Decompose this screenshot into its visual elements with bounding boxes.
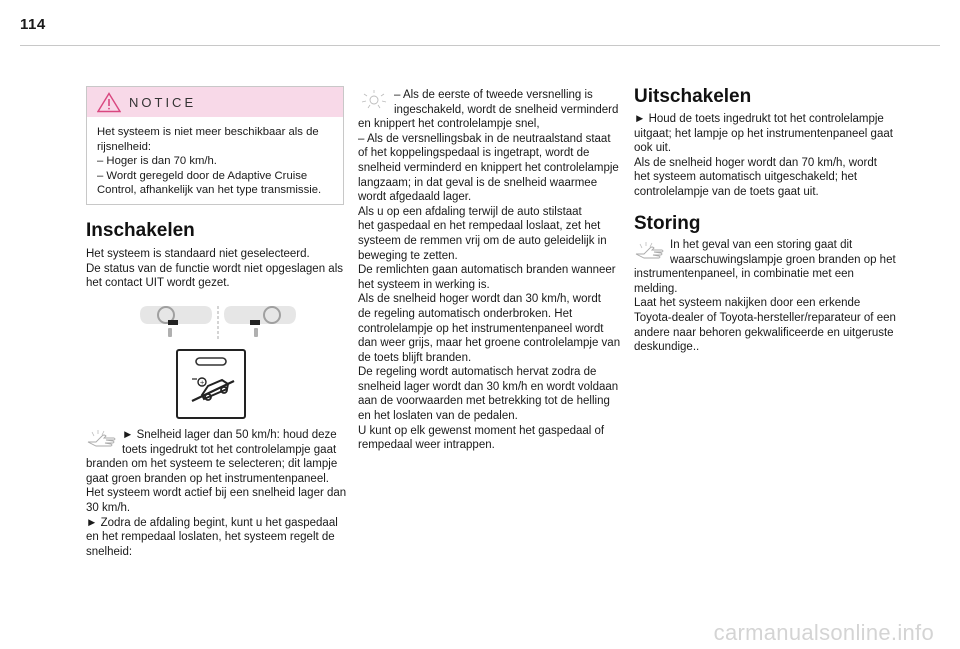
text-line: Als u op een afdaling terwijl de auto stilstaat: [358, 205, 582, 218]
text-line: het contact UIT wordt gezet.: [86, 277, 230, 290]
text-line: deskundige..: [634, 341, 700, 354]
text-line: branden om het systeem te selecteren; dit lampje: [86, 458, 338, 471]
text-line: In het geval van een storing gaat dit: [670, 239, 853, 251]
warning-triangle-icon: [97, 92, 121, 113]
page-number: 114: [20, 16, 46, 33]
notice-line: – Wordt geregeld door de Adaptive Cruise: [97, 169, 308, 182]
text-line: Laat het systeem nakijken door een erkende: [634, 297, 861, 310]
text-line: rempedaal weer intrappen.: [358, 439, 495, 452]
text-line: De regeling wordt automatisch hervat zodra de: [358, 366, 597, 379]
text-line: ook uit.: [634, 142, 672, 155]
text-line: systeem de remmen vrij om de auto geleidelijk in: [358, 234, 607, 247]
text-line: ingeschakeld, wordt de snelheid verminderd: [394, 103, 619, 116]
header-divider: [20, 45, 940, 46]
text-line: uitgaat; het lampje op het instrumentenpaneel gaat: [634, 127, 893, 140]
text-line: toets ingedrukt tot het controlelampje gaat: [122, 443, 337, 456]
hill-descent-button-illustration: [176, 349, 246, 419]
text-line: Als de snelheid hoger wordt dan 70 km/h, wordt: [634, 156, 877, 169]
text-line: de toets blijft branden.: [358, 351, 472, 364]
text-line: het systeem automatisch uitgeschakeld; het: [634, 171, 858, 184]
notice-line: Het systeem is niet meer beschikbaar als de: [97, 126, 319, 138]
text-line: en het rempedaal loslaten, het systeem regelt de: [86, 531, 335, 544]
text-line: het gaspedaal en het rempedaal loslaat, zet het: [358, 220, 601, 233]
notice-line: – Hoger is dan 70 km/h.: [97, 155, 217, 168]
watermark: carmanualsonline.info: [713, 620, 934, 645]
notice-body: [87, 117, 343, 198]
text-line: ► Houd de toets ingedrukt tot het controlelampje: [634, 113, 884, 125]
text-line: gaat groen branden op het instrumentenpaneel.: [86, 472, 329, 485]
text-line: en knippert het controlelampje snel,: [358, 118, 540, 131]
notice-box: [86, 86, 344, 205]
text-line: Het systeem wordt actief bij een snelheid lager dan: [86, 487, 347, 500]
text-line: ► Snelheid lager dan 50 km/h: houd deze: [122, 429, 337, 441]
heading-inschakelen: Inschakelen: [86, 220, 195, 241]
text-line: wordt afgedaald lager.: [358, 191, 472, 204]
text-line: het systeem in werking is.: [358, 278, 490, 291]
text-line: snelheid:: [86, 545, 133, 558]
text-line: en het loslaten van de pedalen.: [358, 410, 518, 423]
text-line: waarschuwingslampje groen branden op het: [670, 253, 896, 266]
hill-descent-icon: [178, 351, 244, 417]
text-line: snelheid lager wordt dan 30 km/h en wordt voldaan: [358, 380, 619, 393]
text-line: aan de voorwaarden met betrekking tot de helling: [358, 395, 610, 408]
text-line: U kunt op elk gewenst moment het gaspedaal of: [358, 424, 605, 437]
text-line: Als de snelheid hoger wordt dan 30 km/h, wordt: [358, 293, 601, 306]
text-line: of het koppelingspedaal is ingetrapt, wordt de: [358, 147, 590, 160]
text-line: De remlichten gaan automatisch branden wanneer: [358, 264, 616, 277]
notice-title: NOTICE: [129, 95, 197, 110]
text-line: de regeling automatisch onderbroken. Het: [358, 307, 573, 320]
heading-uitschakelen: Uitschakelen: [634, 86, 752, 107]
text-line: snelheid verminderd en knippert het controlelampje: [358, 161, 619, 174]
column2-text: [358, 88, 626, 453]
text-line: De status van de functie wordt niet opgeslagen als: [86, 262, 343, 275]
text-line: controlelampje van de toets gaat uit.: [634, 185, 819, 198]
storing-text: [634, 238, 902, 355]
svg-text:+: +: [199, 379, 205, 387]
text-line: dan weer grijs, maar het groene controlelampje van: [358, 337, 621, 350]
text-line: Het systeem is standaard niet geselecteerd.: [86, 248, 310, 260]
instrument-panel-illustration: [138, 302, 298, 342]
uitschakelen-text: [634, 112, 902, 200]
text-line: ► Zodra de afdaling begint, kunt u het gaspedaal: [86, 516, 338, 529]
notice-header: [87, 87, 343, 117]
text-line: – Als de eerste of tweede versnelling is: [394, 89, 593, 101]
text-line: – Als de versnellingsbak in de neutraalstand staat: [358, 132, 611, 145]
text-line: 30 km/h.: [86, 501, 131, 514]
inschakelen-intro: [86, 247, 348, 291]
text-line: controlelampje op het instrumentenpaneel wordt: [358, 322, 604, 335]
text-line: melding.: [634, 282, 678, 295]
text-line: Toyota-dealer of Toyota-hersteller/reparateur of een: [634, 311, 896, 324]
notice-line: Control, afhankelijk van het type transmissie.: [97, 184, 322, 197]
text-line: andere naar behoren gekwalificeerde en uitgeruste: [634, 326, 894, 339]
text-line: instrumentenpaneel, in combinatie met een: [634, 268, 854, 281]
text-line: beweging te zetten.: [358, 249, 458, 262]
heading-storing: Storing: [634, 213, 701, 234]
notice-line: rijsnelheid:: [97, 140, 152, 153]
text-line: langzaam; in dat geval is de snelheid waarmee: [358, 176, 598, 189]
inschakelen-steps: [86, 428, 348, 559]
